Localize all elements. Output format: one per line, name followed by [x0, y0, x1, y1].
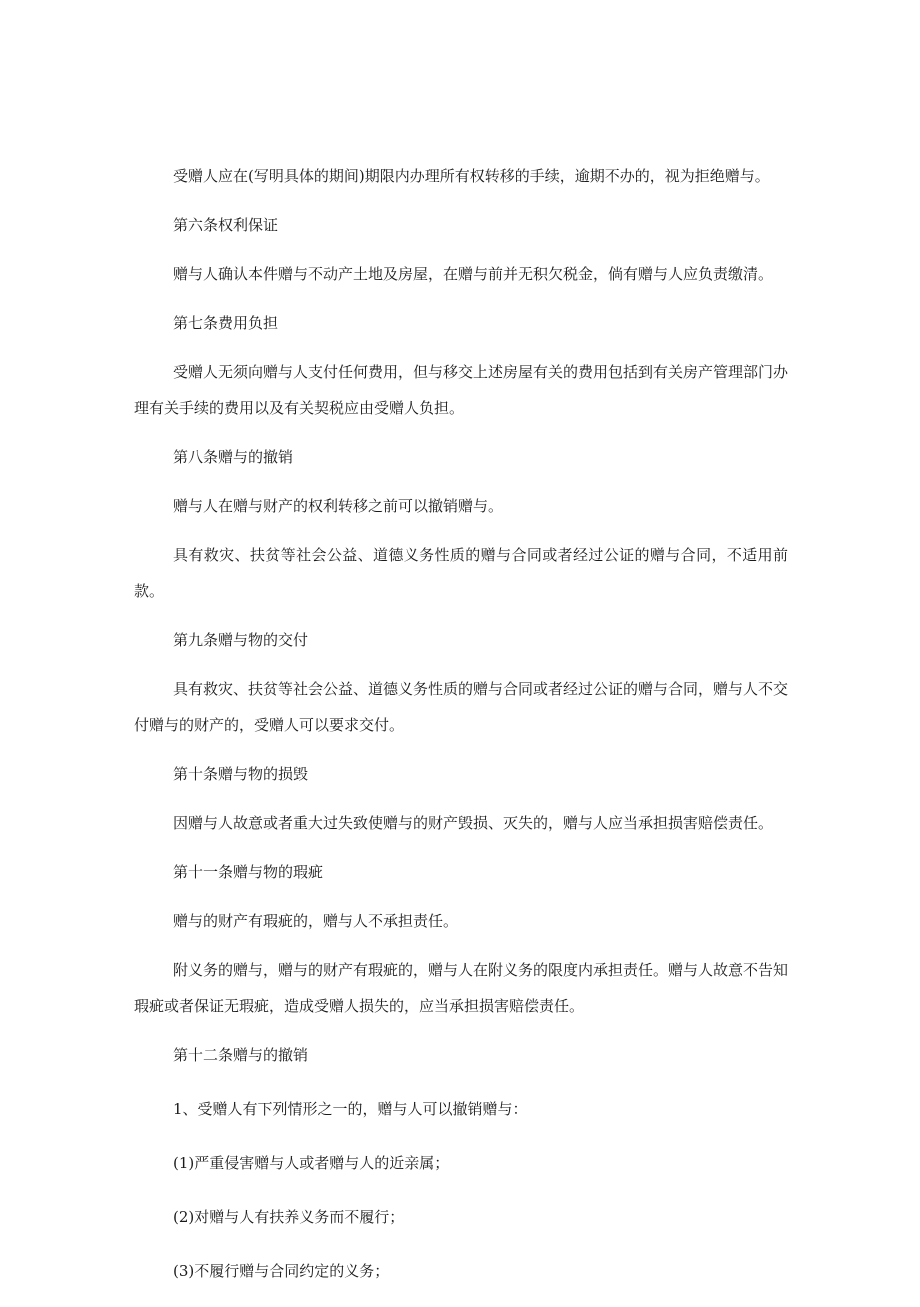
- article-11-heading: 第十一条赠与物的瑕疵: [173, 863, 324, 881]
- paragraph-revocation-conditions: 1、受赠人有下列情形之一的，赠与人可以撤销赠与：: [173, 1100, 528, 1118]
- paragraph-revocation-right: 赠与人在赠与财产的权利转移之前可以撤销赠与。: [173, 497, 504, 515]
- article-12-heading: 第十二条赠与的撤销: [173, 1046, 309, 1064]
- paragraph-delivery: 具有救灾、扶贫等社会公益、道德义务性质的赠与合同或者经过公证的赠与合同，赠与人不交付赠与的财产的，受赠人可以要求交付。: [134, 680, 789, 734]
- document-body: [134, 158, 788, 1307]
- paragraph-damage: 因赠与人故意或者重大过失致使赠与的财产毁损、灭失的，赠与人应当承担损害赔偿责任。: [173, 814, 774, 832]
- article-9-heading: 第九条赠与物的交付: [173, 631, 309, 649]
- paragraph-deadline-clause: 受赠人应在(写明具体的期间)期限内办理所有权转移的手续，逾期不办的，视为拒绝赠与。: [173, 167, 770, 185]
- paragraph-fees: 受赠人无须向赠与人支付任何费用，但与移交上述房屋有关的费用包括到有关房产管理部门办理有关手续的费用以及有关契税应由受赠人负担。: [134, 363, 789, 417]
- paragraph-defect-no-liability: 赠与的财产有瑕疵的，赠与人不承担责任。: [173, 912, 459, 930]
- article-6-heading: 第六条权利保证: [173, 216, 279, 234]
- paragraph-warranty: 赠与人确认本件赠与不动产土地及房屋，在赠与前并无积欠税金，倘有赠与人应负责缴清。: [173, 265, 774, 283]
- paragraph-revocation-exception: 具有救灾、扶贫等社会公益、道德义务性质的赠与合同或者经过公证的赠与合同，不适用前款。: [134, 546, 788, 600]
- article-10-heading: 第十条赠与物的损毁: [173, 765, 309, 783]
- list-item-2: (2)对赠与人有扶养义务而不履行；: [173, 1208, 405, 1226]
- article-8-heading: 第八条赠与的撤销: [173, 448, 294, 466]
- paragraph-defect-conditional: 附义务的赠与，赠与的财产有瑕疵的，赠与人在附义务的限度内承担责任。赠与人故意不告知瑕疵或者保证无瑕疵，造成受赠人损失的，应当承担损害赔偿责任。: [134, 961, 789, 1015]
- list-item-3: (3)不履行赠与合同约定的义务；: [173, 1262, 390, 1280]
- article-7-heading: 第七条费用负担: [173, 314, 279, 332]
- list-item-1: (1)严重侵害赠与人或者赠与人的近亲属；: [173, 1154, 450, 1172]
